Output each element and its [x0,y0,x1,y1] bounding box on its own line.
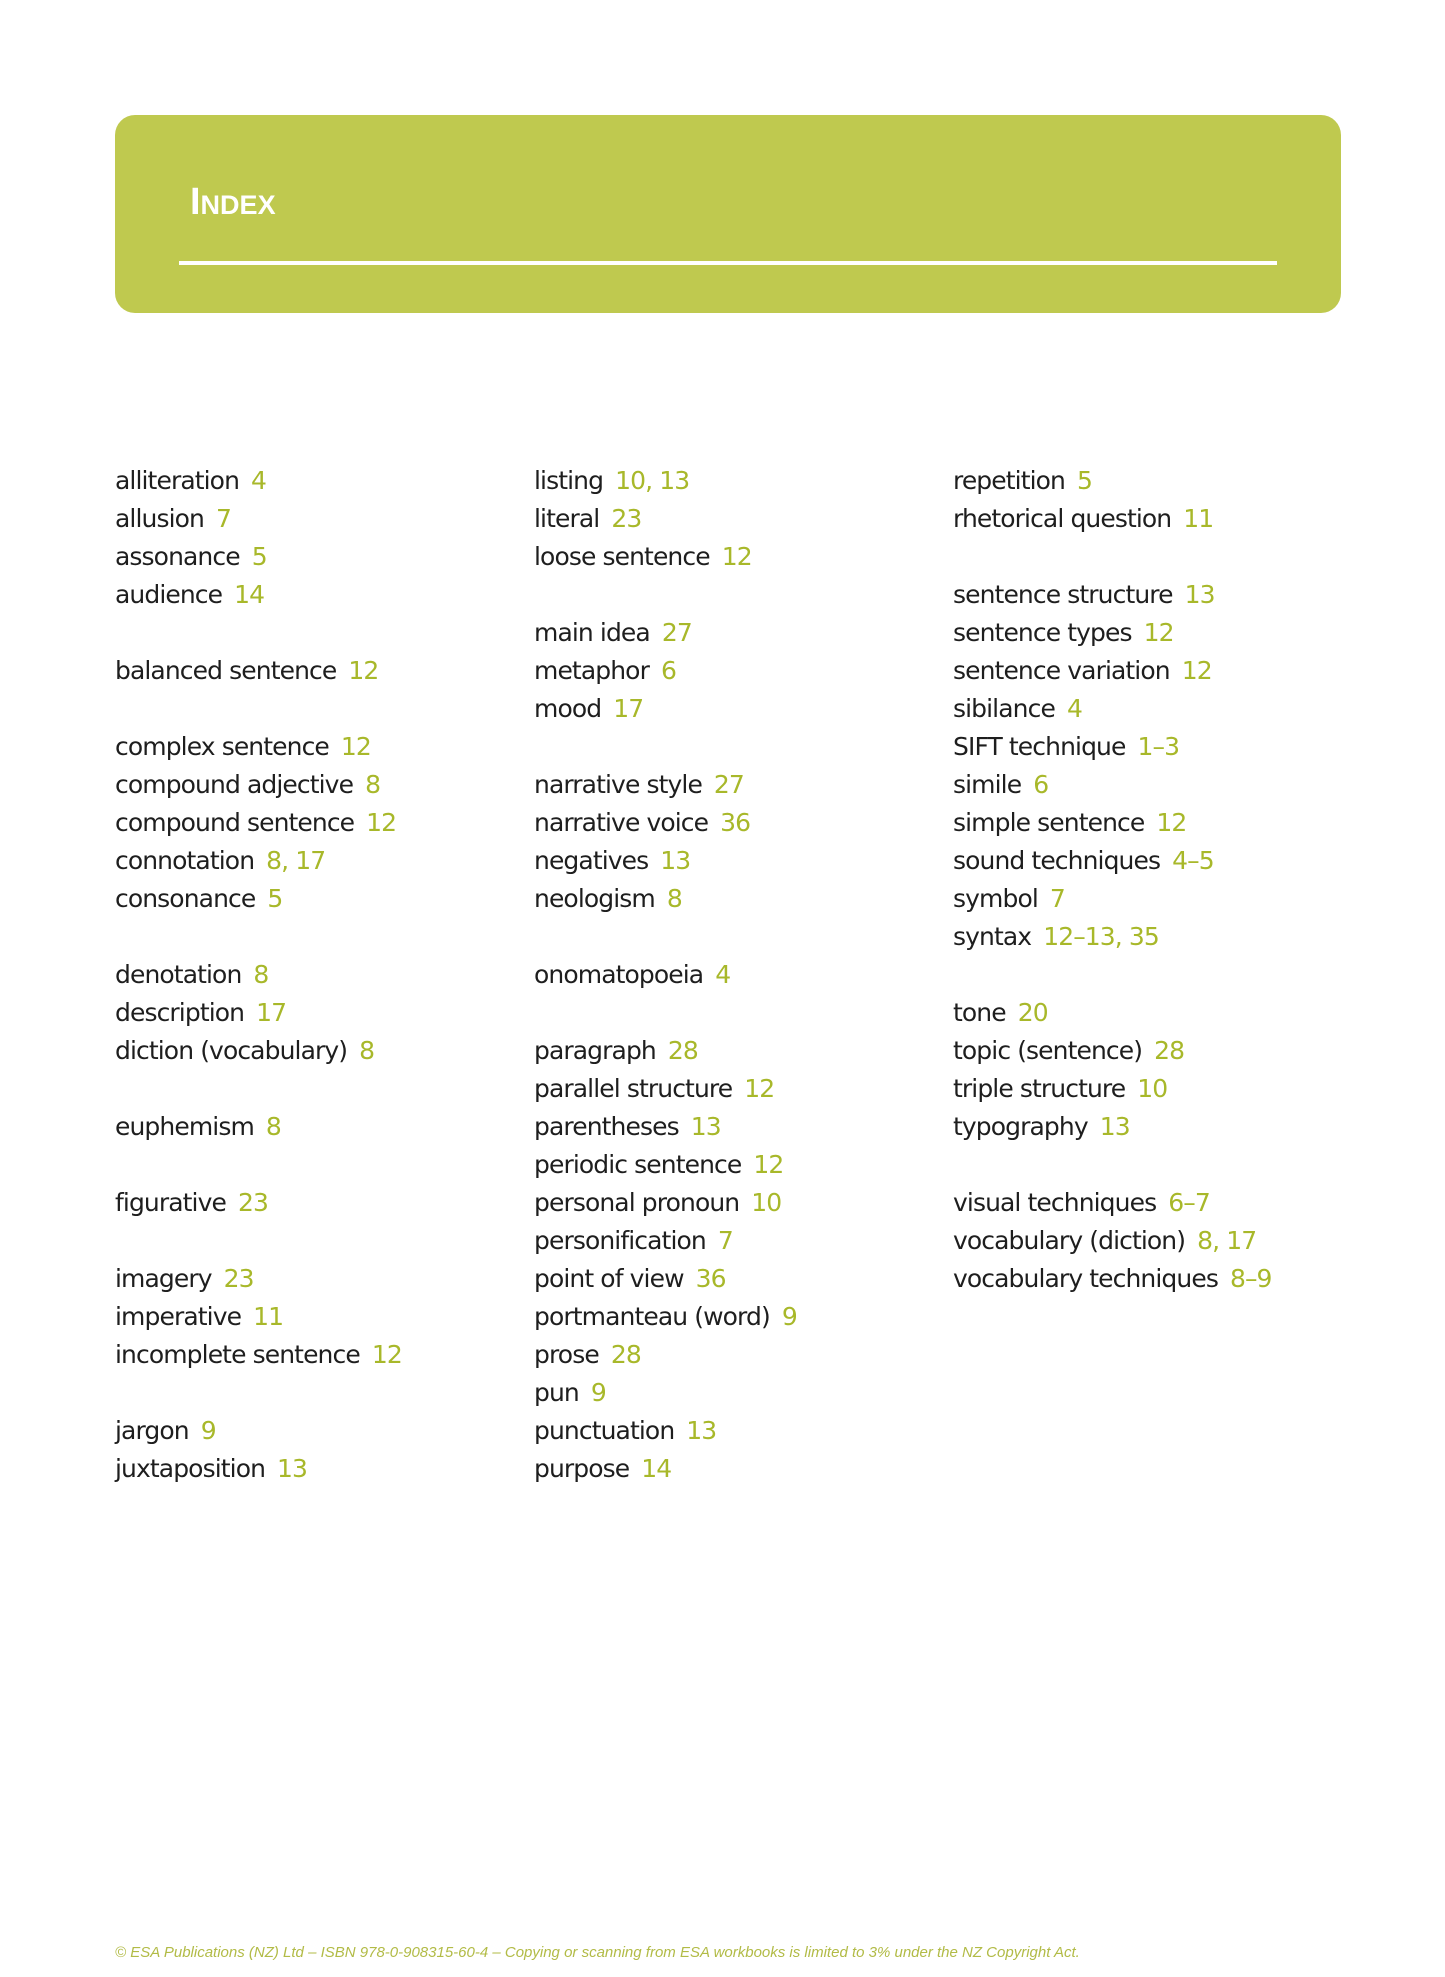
index-entry [115,804,525,842]
index-page-numbers: 6 [660,656,676,685]
index-term: sentence types [953,618,1132,647]
index-page-numbers: 36 [695,1264,726,1293]
index-term: alliteration [115,466,240,495]
index-page-numbers: 28 [667,1036,698,1065]
index-page-numbers: 12 [721,542,752,571]
index-letter-group [115,462,525,614]
index-term: imperative [115,1302,242,1331]
index-term: typography [953,1112,1088,1141]
index-entry [534,1450,944,1488]
index-entry [534,1032,944,1070]
index-entry [534,1260,944,1298]
index-term: description [115,998,245,1027]
index-entry [953,918,1363,956]
index-term: juxtaposition [115,1454,266,1483]
index-entry [115,538,525,576]
index-entry [115,576,525,614]
index-term: triple structure [953,1074,1126,1103]
index-entry [534,1184,944,1222]
index-term: figurative [115,1188,226,1217]
index-entry [115,766,525,804]
index-term: personal pronoun [534,1188,740,1217]
index-term: purpose [534,1454,630,1483]
index-entry [115,1298,525,1336]
index-page-numbers: 6–7 [1168,1188,1210,1217]
index-page-numbers: 12 [340,732,371,761]
index-page-numbers: 17 [613,694,644,723]
index-page-numbers: 9 [200,1416,216,1445]
index-term: assonance [115,542,240,571]
index-term: listing [534,466,604,495]
index-entry [115,500,525,538]
index-page-numbers: 28 [610,1340,641,1369]
index-term: neologism [534,884,655,913]
index-page-numbers: 8, 17 [1197,1226,1257,1255]
index-letter-group [115,728,525,918]
index-page-numbers: 28 [1154,1036,1185,1065]
index-entry [953,1070,1363,1108]
index-page-numbers: 12 [1156,808,1187,837]
index-entry [953,1222,1363,1260]
index-term: portmanteau (word) [534,1302,770,1331]
index-letter-group [953,462,1363,538]
index-entry [534,956,944,994]
index-term: metaphor [534,656,649,685]
index-page-numbers: 12 [1181,656,1212,685]
index-page-numbers: 12–13, 35 [1043,922,1159,951]
index-entry [534,1146,944,1184]
index-page-numbers: 10 [751,1188,782,1217]
index-page-numbers: 13 [686,1416,717,1445]
index-header-banner [115,115,1341,313]
index-column-1 [115,462,525,1526]
index-page-numbers: 12 [348,656,379,685]
index-entry [534,1336,944,1374]
index-entry [115,1108,525,1146]
index-page-numbers: 10, 13 [615,466,690,495]
index-page-numbers: 9 [590,1378,606,1407]
index-letter-group [115,956,525,1070]
index-page-numbers: 8 [666,884,682,913]
index-term: loose sentence [534,542,710,571]
index-entry [534,842,944,880]
index-term: symbol [953,884,1038,913]
index-term: repetition [953,466,1065,495]
index-letter-group [115,652,525,690]
index-term: vocabulary techniques [953,1264,1218,1293]
index-entry [534,1222,944,1260]
index-entry [115,956,525,994]
index-term: parallel structure [534,1074,733,1103]
index-term: SIFT technique [953,732,1126,761]
index-term: compound adjective [115,770,354,799]
index-entry [953,766,1363,804]
index-page-numbers: 8 [253,960,269,989]
index-page-numbers: 8–9 [1229,1264,1272,1293]
index-term: mood [534,694,602,723]
index-page-numbers: 8 [365,770,381,799]
index-page-numbers: 4–5 [1172,846,1214,875]
index-entry [115,652,525,690]
index-term: compound sentence [115,808,355,837]
index-page-numbers: 11 [253,1302,284,1331]
index-term: prose [534,1340,599,1369]
index-entry [115,1260,525,1298]
index-page-numbers: 8 [359,1036,375,1065]
index-entry [953,576,1363,614]
index-entry [534,462,944,500]
index-page-numbers: 17 [256,998,287,1027]
index-entry [115,462,525,500]
index-term: complex sentence [115,732,329,761]
index-term: sibilance [953,694,1055,723]
index-entry [953,652,1363,690]
index-page-numbers: 36 [720,808,751,837]
index-page-numbers: 20 [1017,998,1048,1027]
index-letter-group [534,462,944,576]
index-term: syntax [953,922,1032,951]
index-letter-group [953,1184,1363,1298]
index-page-numbers: 23 [223,1264,254,1293]
index-entry [953,994,1363,1032]
index-page-numbers: 5 [267,884,283,913]
index-entry [534,538,944,576]
index-entry [953,500,1363,538]
index-page-numbers: 14 [234,580,265,609]
index-column-2 [534,462,944,1526]
index-entry [953,690,1363,728]
index-term: literal [534,504,600,533]
index-entry [953,462,1363,500]
index-term: visual techniques [953,1188,1157,1217]
index-term: pun [534,1378,579,1407]
index-term: simile [953,770,1022,799]
index-term: euphemism [115,1112,254,1141]
index-page-numbers: 13 [660,846,691,875]
index-term: onomatopoeia [534,960,704,989]
index-term: simple sentence [953,808,1145,837]
index-entry [534,1374,944,1412]
index-term: negatives [534,846,649,875]
index-entry [115,994,525,1032]
index-letter-group [115,1108,525,1146]
index-entry [534,614,944,652]
index-term: narrative voice [534,808,709,837]
index-page-numbers: 4 [251,466,267,495]
copyright-footer: © ESA Publications (NZ) Ltd – ISBN 978-0-908315-60-4 – Copying or scanning from ESA workbooks is limited to 3% under the NZ Copyright Act. [115,1944,1080,1961]
index-letter-group [953,576,1363,956]
index-page-numbers: 14 [641,1454,672,1483]
index-entry [115,1450,525,1488]
index-term: imagery [115,1264,212,1293]
index-entry [953,1108,1363,1146]
index-letter-group [534,1032,944,1488]
index-page-numbers: 4 [715,960,731,989]
index-entry [115,728,525,766]
index-page-numbers: 5 [1077,466,1093,495]
index-term: allusion [115,504,204,533]
index-page-numbers: 13 [690,1112,721,1141]
index-entry [115,1032,525,1070]
index-term: main idea [534,618,650,647]
index-page-numbers: 23 [611,504,642,533]
index-term: denotation [115,960,242,989]
index-page-numbers: 8 [265,1112,281,1141]
index-page-numbers: 23 [237,1188,268,1217]
index-entry [953,842,1363,880]
index-page-numbers: 27 [713,770,744,799]
index-entry [534,1070,944,1108]
index-term: punctuation [534,1416,675,1445]
index-page-numbers: 13 [277,1454,308,1483]
index-entry [953,1184,1363,1222]
index-letter-group [115,1184,525,1222]
index-entry [534,1108,944,1146]
index-term: parentheses [534,1112,679,1141]
index-term: personification [534,1226,706,1255]
index-term: sentence variation [953,656,1170,685]
index-entry [115,1412,525,1450]
index-column-3 [953,462,1363,1336]
title-underline [179,261,1277,265]
index-term: balanced sentence [115,656,337,685]
index-entry [953,804,1363,842]
index-page-numbers: 1–3 [1137,732,1180,761]
index-term: point of view [534,1264,684,1293]
index-term: consonance [115,884,256,913]
index-entry [115,1336,525,1374]
index-term: connotation [115,846,255,875]
index-letter-group [953,994,1363,1146]
index-page-numbers: 11 [1183,504,1214,533]
index-entry [534,804,944,842]
index-page-numbers: 12 [753,1150,784,1179]
index-entry [534,880,944,918]
index-letter-group [115,1260,525,1374]
index-term: diction (vocabulary) [115,1036,348,1065]
index-page-numbers: 10 [1137,1074,1168,1103]
index-term: vocabulary (diction) [953,1226,1186,1255]
index-page-numbers: 13 [1184,580,1215,609]
index-page-numbers: 9 [781,1302,797,1331]
index-term: sound techniques [953,846,1161,875]
index-term: tone [953,998,1006,1027]
index-entry [115,1184,525,1222]
index-entry [953,1032,1363,1070]
index-entry [953,728,1363,766]
page-title: Index [190,181,276,223]
index-page-numbers: 7 [215,504,231,533]
index-term: paragraph [534,1036,656,1065]
index-term: sentence structure [953,580,1173,609]
index-term: incomplete sentence [115,1340,360,1369]
index-page-numbers: 7 [1049,884,1065,913]
index-page-numbers: 7 [717,1226,733,1255]
index-entry [115,842,525,880]
index-entry [953,1260,1363,1298]
index-letter-group [534,766,944,918]
index-term: narrative style [534,770,702,799]
index-page-numbers: 5 [251,542,267,571]
index-page-numbers: 12 [371,1340,402,1369]
index-page-numbers: 12 [1143,618,1174,647]
index-term: rhetorical question [953,504,1172,533]
index-page-numbers: 12 [366,808,397,837]
index-page-numbers: 27 [661,618,692,647]
index-entry [534,690,944,728]
index-entry [115,880,525,918]
index-entry [953,614,1363,652]
index-term: audience [115,580,223,609]
index-term: periodic sentence [534,1150,742,1179]
index-entry [534,500,944,538]
index-entry [534,652,944,690]
index-entry [953,880,1363,918]
index-entry [534,1412,944,1450]
index-term: topic (sentence) [953,1036,1143,1065]
index-letter-group [115,1412,525,1488]
index-page-numbers: 4 [1066,694,1082,723]
index-letter-group [534,614,944,728]
index-page-numbers: 8, 17 [266,846,326,875]
index-term: jargon [115,1416,189,1445]
index-page-numbers: 12 [744,1074,775,1103]
index-letter-group [534,956,944,994]
index-page-numbers: 6 [1033,770,1049,799]
index-entry [534,1298,944,1336]
index-entry [534,766,944,804]
index-page-numbers: 13 [1099,1112,1130,1141]
